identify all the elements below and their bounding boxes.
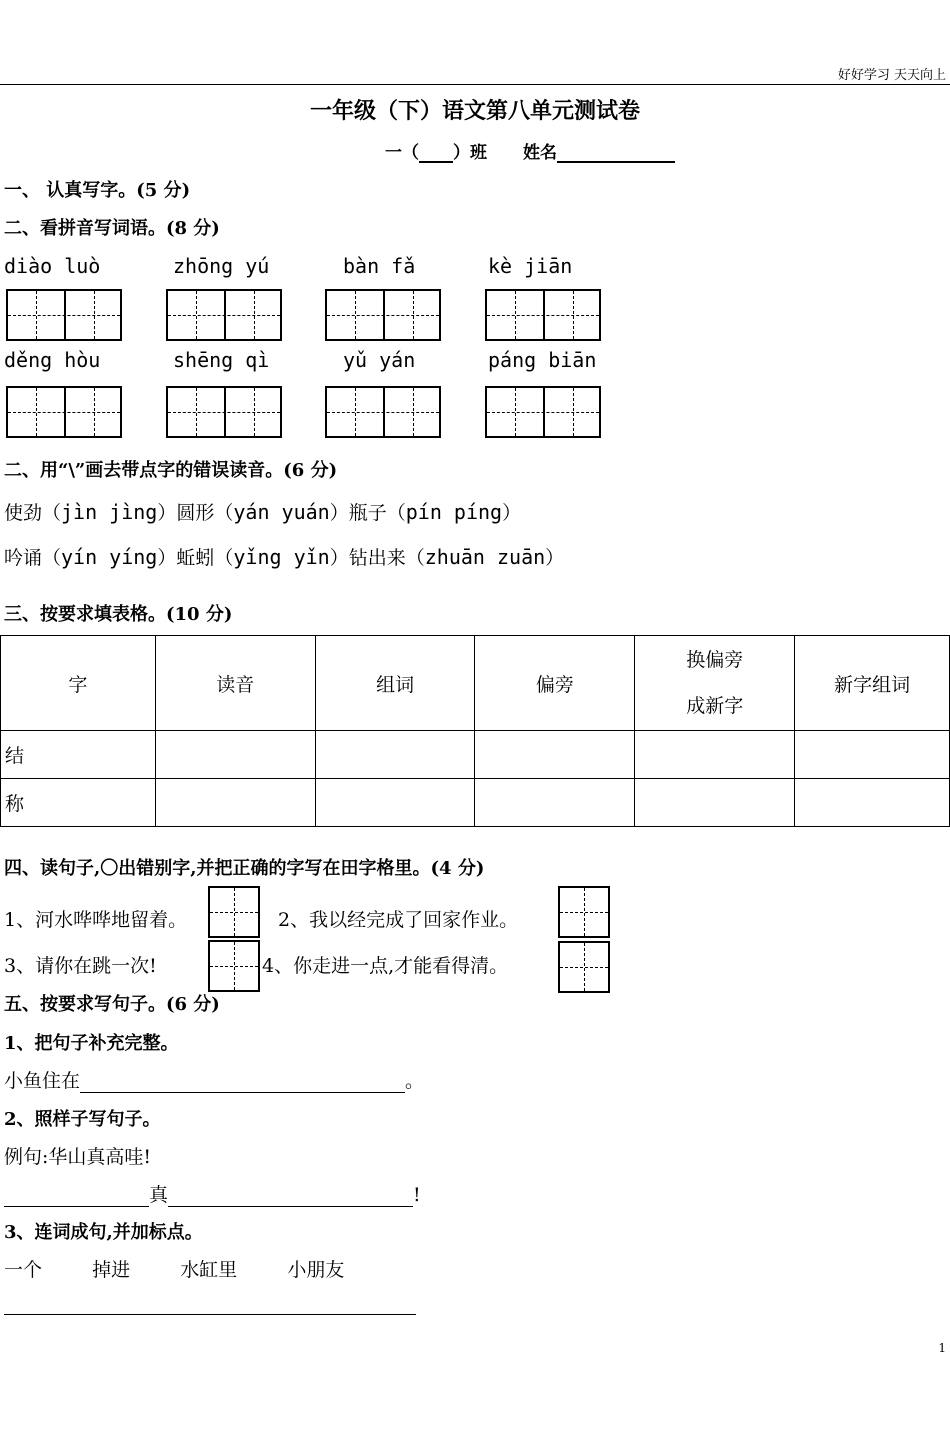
sentence-mid: 真 [149,1184,169,1206]
table-cell[interactable] [635,731,795,779]
page-title: 一年级（下）语文第八单元测试卷 [309,98,640,124]
writing-grid[interactable] [485,289,601,341]
pinyin-options[interactable]: yín yíng [61,545,158,569]
tian-grid[interactable] [558,886,610,938]
sentence-end: ! [413,1184,421,1206]
table-cell-char: 称 [1,779,156,827]
section-2-heading: 二、看拼音写词语。(8 分) [4,218,220,239]
table-cell-char: 结 [1,731,156,779]
table-header-cell: 字 [1,636,156,731]
paren-close: ） [545,547,565,569]
writing-grid[interactable] [325,289,441,341]
word-list [4,1255,344,1282]
table-cell[interactable] [155,731,315,779]
pinyin-options[interactable]: zhuān zuān [424,545,546,569]
word-char: 使劲（ [4,502,62,524]
word-char: 圆形（ [176,502,234,524]
answer-blank[interactable] [168,1186,413,1207]
word-char: 吟诵（ [4,547,62,569]
answer-line[interactable] [4,1314,416,1315]
header-line: 换偏旁 [686,649,744,671]
table-header-row [1,636,950,731]
sentence-item: 2、我以经完成了回家作业。 [278,909,519,931]
class-prefix: 一（ [385,143,419,163]
sentence-item: 3、请你在跳一次! [4,955,157,977]
paren-close: ） [329,502,349,524]
paren-close: ） [157,547,177,569]
word-char: 钻出来（ [348,547,425,569]
pronunciation-line [4,543,564,570]
section-4-heading: 三、按要求填表格。(10 分) [4,604,233,625]
answer-blank[interactable] [80,1072,405,1093]
paren-close: ） [329,547,349,569]
section-6-heading: 五、按要求写句子。(6 分) [4,994,220,1015]
pinyin-word: páng biān [488,348,597,372]
question-3: 3、连词成句,并加标点。 [4,1222,203,1243]
class-suffix: ）班 [453,143,487,163]
pinyin-word: bàn fǎ [343,254,416,278]
paren-close: ） [502,502,522,524]
example-sentence: 例句:华山真高哇! [4,1146,152,1168]
word-item: 水缸里 [180,1259,238,1281]
pinyin-word: kè jiān [488,254,573,278]
answer-blank[interactable] [4,1186,149,1207]
table-header-cell: 偏旁 [475,636,635,731]
table-cell[interactable] [475,779,635,827]
table-cell[interactable] [315,731,475,779]
writing-grid[interactable] [166,289,282,341]
name-blank[interactable] [557,161,675,163]
sentence-item: 1、河水哗哗地留着。 [4,909,188,931]
pinyin-options[interactable]: yán yuán [233,500,330,524]
name-label: 姓名 [523,143,557,163]
sentence-item: 4、你走进一点,才能看得清。 [262,955,509,977]
section-1-heading: 一、 认真写字。(5 分) [4,180,191,201]
section-5-heading: 四、读句子,〇出错别字,并把正确的字写在田字格里。(4 分) [4,858,485,879]
pinyin-word: shēng qì [173,348,270,372]
table-header-cell: 组词 [315,636,475,731]
tian-grid[interactable] [208,940,260,992]
writing-grid[interactable] [6,289,122,341]
header-line: 成新字 [686,695,744,717]
writing-grid[interactable] [166,386,282,438]
tian-grid[interactable] [558,941,610,993]
table-cell[interactable] [155,779,315,827]
header-motto: 好好学习 天天向上 [837,68,946,83]
pinyin-options[interactable]: pín píng [405,500,503,524]
table-header-cell: 读音 [155,636,315,731]
writing-grid[interactable] [6,386,122,438]
pinyin-word: zhōng yú [173,254,270,278]
tian-grid[interactable] [208,886,260,938]
sentence-start: 小鱼住在 [4,1070,81,1092]
word-item: 一个 [4,1259,43,1281]
pinyin-options[interactable]: jìn jìng [61,500,158,524]
word-item: 掉进 [92,1259,131,1281]
header-rule [0,84,950,85]
paren-close: ） [157,502,177,524]
page-number: 1 [938,1341,946,1355]
class-blank[interactable] [419,161,453,163]
pinyin-word: yǔ yán [343,348,416,372]
fill-table [0,635,950,827]
pronunciation-line [4,498,521,525]
writing-grid[interactable] [485,386,601,438]
word-item: 小朋友 [287,1259,345,1281]
table-row [1,779,950,827]
word-char: 蚯蚓（ [176,547,234,569]
pinyin-word: diào luò [4,254,101,278]
table-cell[interactable] [315,779,475,827]
table-cell[interactable] [795,779,950,827]
table-header-cell: 新字组词 [795,636,950,731]
section-3-heading: 二、用“\”画去带点字的错误读音。(6 分) [4,460,338,481]
sentence-end: 。 [405,1070,425,1092]
question-1: 1、把句子补充完整。 [4,1033,179,1054]
table-cell[interactable] [795,731,950,779]
imitate-sentence-line [4,1180,421,1207]
word-char: 瓶子（ [348,502,406,524]
table-cell[interactable] [635,779,795,827]
complete-sentence-line [4,1066,424,1093]
class-name-line [385,138,675,163]
table-header-cell [635,636,795,731]
question-2: 2、照样子写句子。 [4,1109,161,1130]
table-cell[interactable] [475,731,635,779]
table-row [1,731,950,779]
pinyin-options[interactable]: yǐng yǐn [233,545,330,569]
pinyin-word: děng hòu [4,348,101,372]
writing-grid[interactable] [325,386,441,438]
